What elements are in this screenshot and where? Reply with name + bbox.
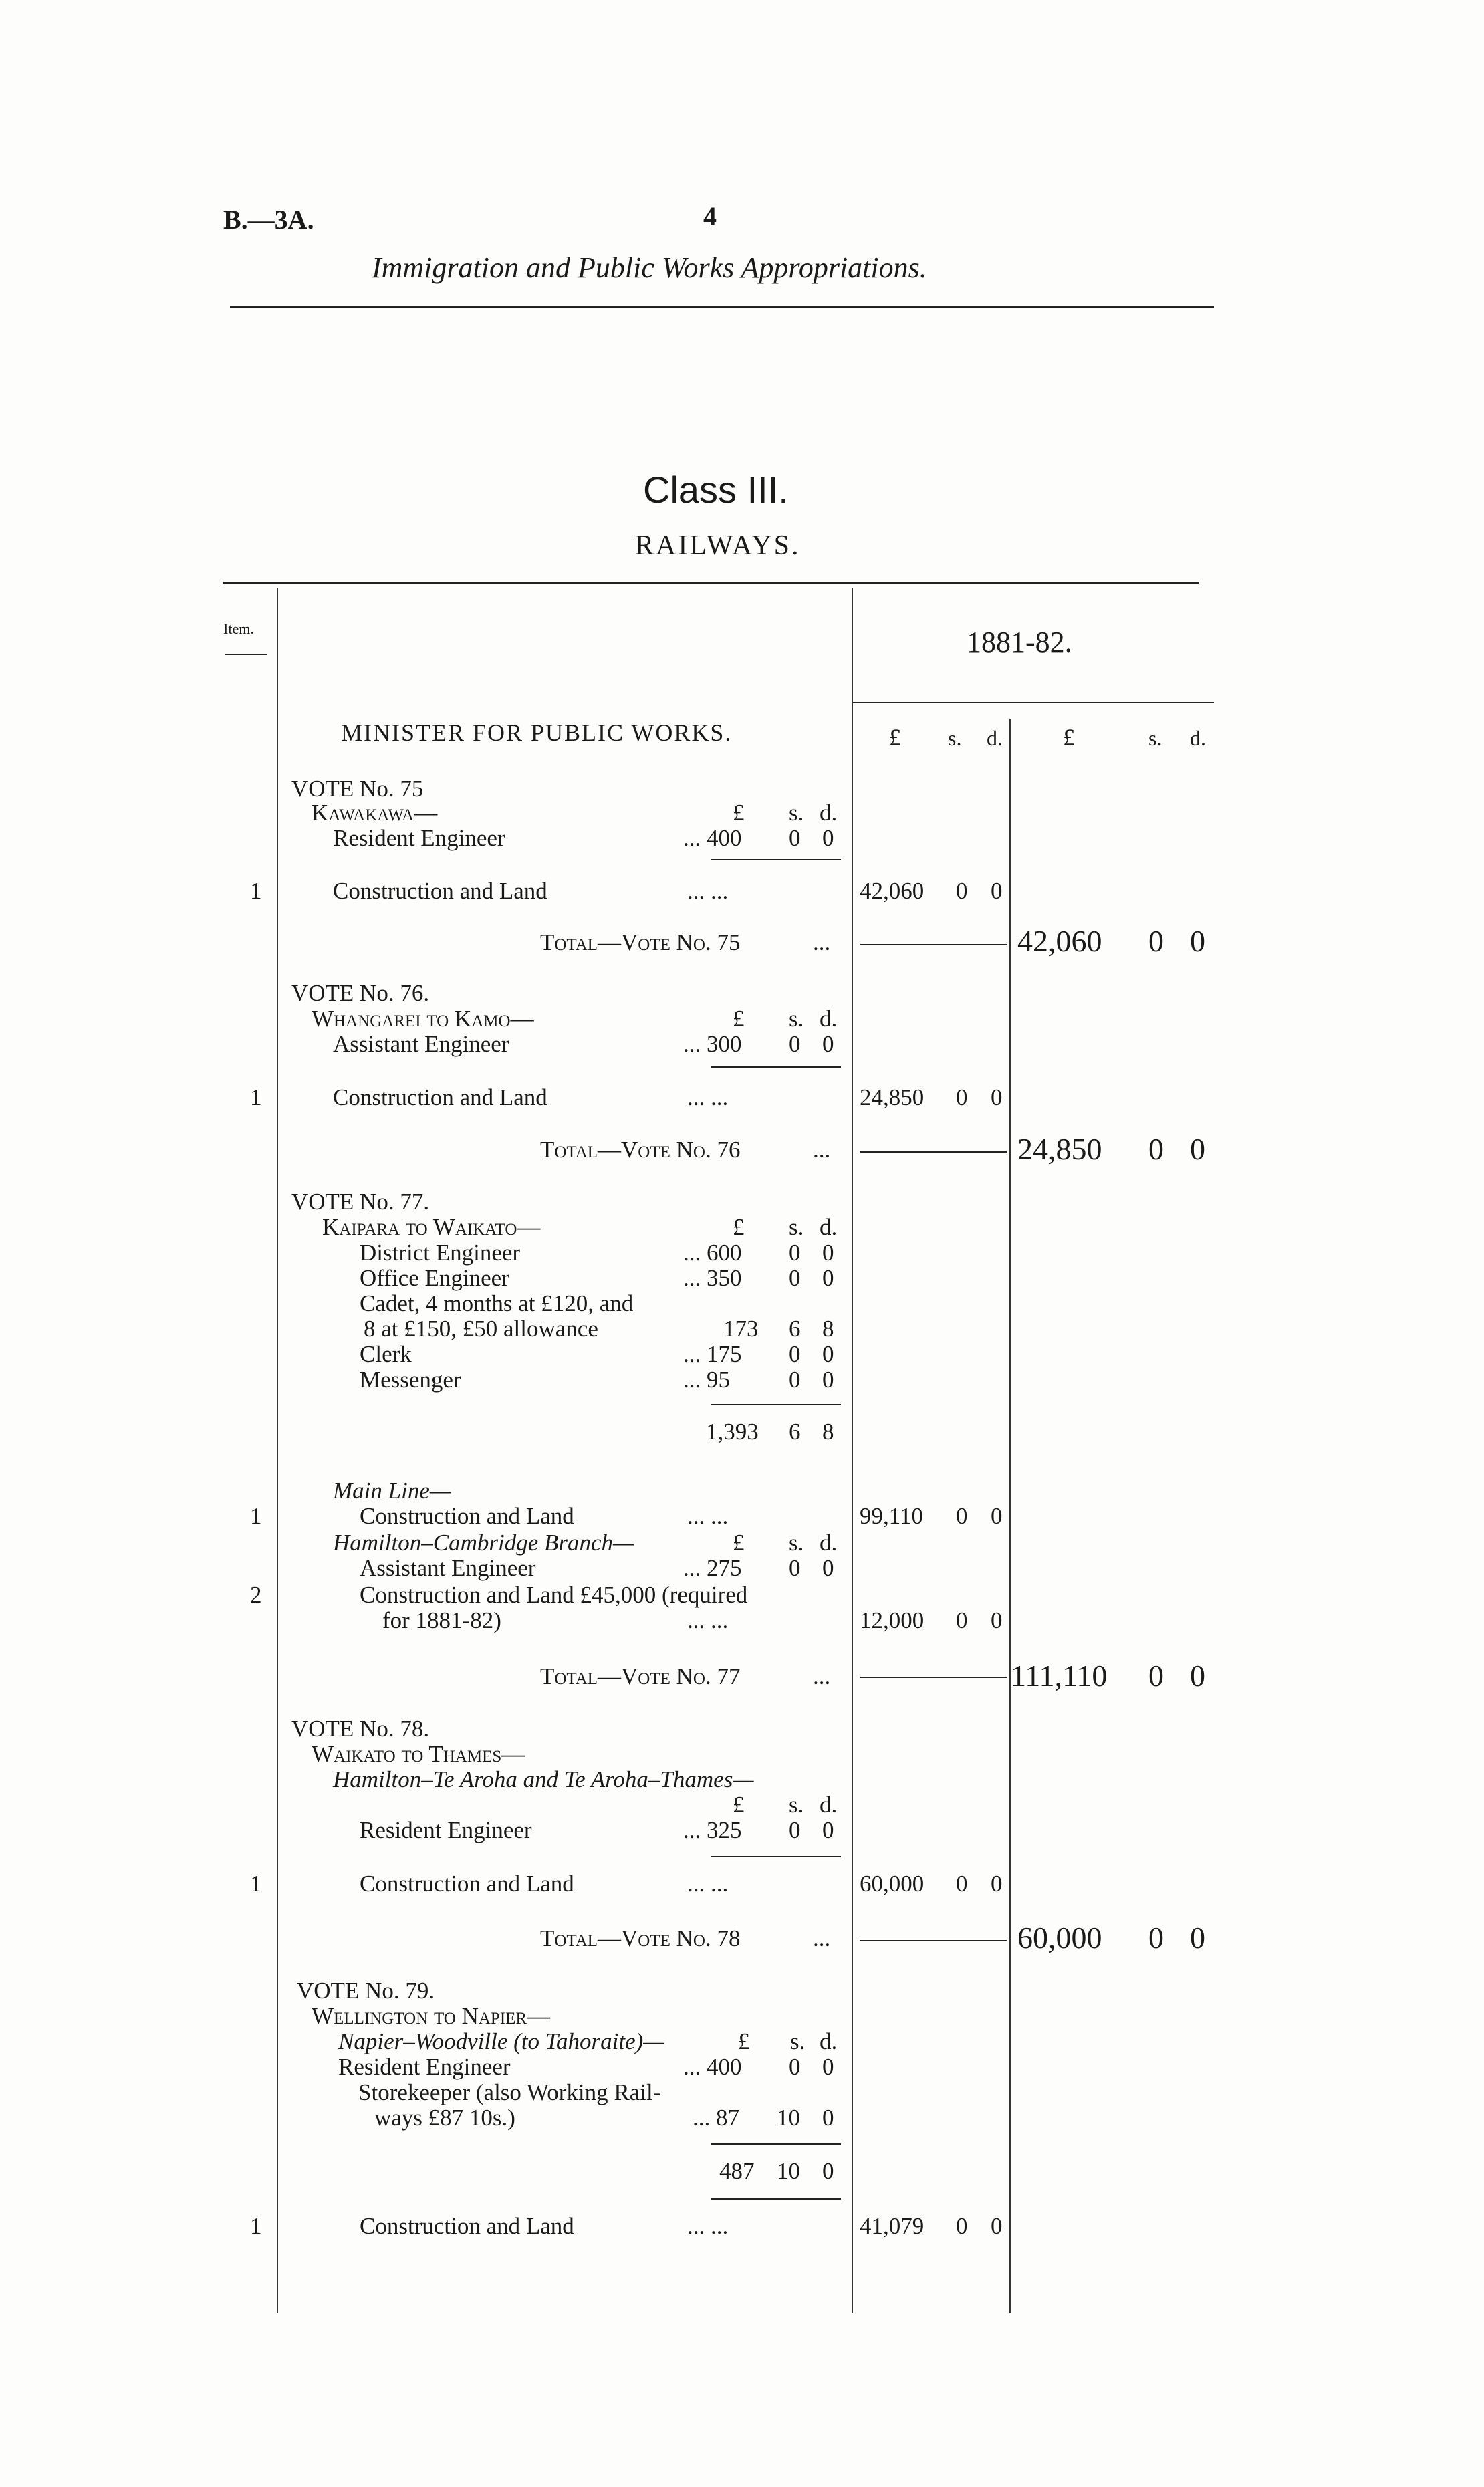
staff-rule	[711, 1404, 841, 1405]
item-pence: 0	[991, 2213, 1003, 2239]
total-dots: ...	[813, 1925, 831, 1951]
total-label: Total—Vote No. 78	[540, 1925, 741, 1951]
staff-shilling: 0	[789, 1341, 801, 1367]
item-label: Construction and Land	[360, 2213, 574, 2239]
amount-column-rule	[852, 588, 853, 2313]
staff-shilling: 0	[789, 1265, 801, 1291]
staff-rule	[711, 2143, 841, 2145]
total-shilling: 0	[1148, 924, 1164, 958]
staff-pound: ... 95	[683, 1367, 730, 1393]
total-pound: 60,000	[1017, 1921, 1102, 1955]
item-number: 1	[250, 1871, 262, 1897]
staff-pence: 8	[822, 1316, 834, 1342]
staff-total-pound: 487	[719, 2158, 755, 2184]
item-dots: ... ...	[687, 2213, 729, 2239]
sub-col-pence: d.	[820, 1530, 838, 1556]
staff-total-shilling: 6	[789, 1419, 801, 1445]
staff-pence: 0	[822, 1555, 834, 1581]
staff-rule	[711, 1856, 841, 1857]
item-column-header: Item.	[223, 620, 254, 637]
section-title: RAILWAYS.	[635, 530, 801, 561]
item-pound: 99,110	[860, 1503, 923, 1529]
staff-pence: 0	[822, 1341, 834, 1367]
item-header-rule	[225, 654, 267, 655]
total-pound: 111,110	[1011, 1659, 1108, 1693]
sub-col-shilling: s.	[789, 1792, 804, 1818]
staff-label: Assistant Engineer	[360, 1555, 536, 1581]
staff-label: Resident Engineer	[338, 2054, 511, 2080]
item-shilling: 0	[956, 2213, 968, 2239]
staff-pound: ... 325	[683, 1817, 742, 1843]
staff-pound: ... 400	[683, 825, 742, 851]
item-shilling: 0	[956, 1871, 968, 1897]
branch-heading: Hamilton–Cambridge Branch—	[333, 1530, 634, 1556]
sub-col-pound: £	[733, 1214, 745, 1240]
item-pence: 0	[991, 1607, 1003, 1633]
sub-col-pound: £	[738, 2028, 750, 2054]
total-pence: 0	[1190, 1921, 1205, 1955]
item-pence: 0	[991, 878, 1003, 904]
staff-label: District Engineer	[360, 1239, 521, 1266]
item-label: Construction and Land	[333, 1084, 547, 1110]
staff-pound: ... 175	[683, 1341, 742, 1367]
item-number: 1	[250, 2213, 262, 2239]
item-number: 1	[250, 1503, 262, 1529]
staff-total-pence: 0	[822, 2158, 834, 2184]
item-pound: 24,850	[860, 1084, 924, 1110]
vote-line-name: Whangarei to Kamo—	[312, 1005, 534, 1032]
staff-label: Resident Engineer	[333, 825, 505, 851]
year-under-rule	[853, 702, 1214, 703]
sub-col-pound: £	[733, 1530, 745, 1556]
staff-shilling: 0	[789, 1239, 801, 1266]
sub-col-shilling: s.	[790, 2028, 806, 2054]
staff-total-pence: 8	[822, 1419, 834, 1445]
staff-shilling: 0	[789, 1817, 801, 1843]
staff-label: Messenger	[360, 1367, 461, 1393]
sub-col-shilling: s.	[789, 800, 804, 826]
staff-label: 8 at £150, £50 allowance	[364, 1316, 598, 1342]
vote-heading: VOTE No. 77.	[291, 1189, 430, 1215]
item-pound: 60,000	[860, 1871, 924, 1897]
col-pound-2: £	[1063, 724, 1075, 751]
staff-rule	[711, 859, 841, 860]
item-number: 2	[250, 1582, 262, 1608]
item-column-rule	[277, 588, 278, 2313]
total-shilling: 0	[1148, 1659, 1164, 1693]
total-shilling: 0	[1148, 1921, 1164, 1955]
staff-total-shilling: 10	[777, 2158, 800, 2184]
sub-col-pence: d.	[820, 2028, 838, 2054]
sub-col-shilling: s.	[789, 1530, 804, 1556]
staff-shilling: 0	[789, 825, 801, 851]
staff-pound: ... 400	[683, 2054, 742, 2080]
sub-col-pound: £	[733, 800, 745, 826]
total-pound: 24,850	[1017, 1132, 1102, 1166]
vote-heading: VOTE No. 78.	[291, 1715, 430, 1742]
item-number: 1	[250, 1084, 262, 1110]
header-rule	[230, 306, 1214, 308]
staff-pound: ... 350	[683, 1265, 742, 1291]
sub-col-pound: £	[733, 1005, 745, 1032]
staff-label: Cadet, 4 months at £120, and	[360, 1290, 634, 1316]
item-shilling: 0	[956, 1503, 968, 1529]
total-pound: 42,060	[1017, 924, 1102, 958]
document-reference: B.—3A.	[223, 205, 314, 235]
staff-pence: 0	[822, 1817, 834, 1843]
staff-pence: 0	[822, 1031, 834, 1057]
page-number: 4	[703, 201, 717, 231]
subtotal-column-rule	[1009, 719, 1011, 2313]
item-dots: ... ...	[687, 878, 729, 904]
sub-col-pence: d.	[820, 800, 838, 826]
staff-pound: ... 300	[683, 1031, 742, 1057]
branch-heading: Napier–Woodville (to Tahoraite)—	[338, 2028, 664, 2054]
total-rule	[860, 944, 1007, 945]
staff-pound: ... 87	[693, 2105, 739, 2131]
staff-label: Clerk	[360, 1341, 412, 1367]
item-label: Construction and Land	[360, 1871, 574, 1897]
col-shilling-2: s.	[1148, 726, 1162, 750]
vote-line-name: Kaipara to Waikato—	[322, 1214, 541, 1240]
sub-col-shilling: s.	[789, 1214, 804, 1240]
staff-pound: 173	[723, 1316, 759, 1342]
item-pound: 12,000	[860, 1607, 924, 1633]
sub-col-pence: d.	[820, 1214, 838, 1240]
col-pence-1: d.	[987, 726, 1003, 750]
item-label-continued: for 1881-82)	[382, 1607, 501, 1633]
staff-pence: 0	[822, 1265, 834, 1291]
total-label: Total—Vote No. 75	[540, 929, 741, 955]
staff-label: Assistant Engineer	[333, 1031, 509, 1057]
total-dots: ...	[813, 1137, 831, 1163]
staff-total-pound: 1,393	[706, 1419, 759, 1445]
item-pence: 0	[991, 1084, 1003, 1110]
col-pence-2: d.	[1190, 726, 1206, 750]
vote-line-name: Waikato to Thames—	[312, 1741, 525, 1767]
item-shilling: 0	[956, 1607, 968, 1633]
sub-col-pence: d.	[820, 1005, 838, 1032]
total-shilling: 0	[1148, 1132, 1164, 1166]
total-pence: 0	[1190, 1659, 1205, 1693]
staff-pence: 0	[822, 1367, 834, 1393]
department-heading: MINISTER FOR PUBLIC WORKS.	[341, 719, 733, 746]
year-header: 1881-82.	[967, 626, 1072, 659]
item-label: Construction and Land £45,000 (required	[360, 1582, 748, 1608]
main-line-heading: Main Line—	[333, 1477, 451, 1504]
vote-line-name: Wellington to Napier—	[312, 2003, 551, 2029]
item-dots: ... ...	[687, 1871, 729, 1897]
staff-label: ways £87 10s.)	[374, 2105, 515, 2131]
item-pence: 0	[991, 1503, 1003, 1529]
item-label: Construction and Land	[333, 878, 547, 904]
staff-shilling: 0	[789, 1031, 801, 1057]
total-pence: 0	[1190, 924, 1205, 958]
item-pound: 41,079	[860, 2213, 924, 2239]
item-pound: 42,060	[860, 878, 924, 904]
vote-heading: VOTE No. 76.	[291, 980, 430, 1006]
item-shilling: 0	[956, 1084, 968, 1110]
total-dots: ...	[813, 929, 831, 955]
item-dots: ... ...	[687, 1084, 729, 1110]
staff-pound: ... 275	[683, 1555, 742, 1581]
staff-pound: ... 600	[683, 1239, 742, 1266]
total-label: Total—Vote No. 76	[540, 1137, 741, 1163]
item-shilling: 0	[956, 878, 968, 904]
col-pound-1: £	[889, 724, 901, 751]
vote-heading: VOTE No. 75	[291, 776, 424, 802]
staff-shilling: 0	[789, 1555, 801, 1581]
item-pence: 0	[991, 1871, 1003, 1897]
staff-shilling: 10	[777, 2105, 800, 2131]
class-title: Class III.	[643, 469, 789, 511]
staff-shilling: 0	[789, 2054, 801, 2080]
total-dots: ...	[813, 1663, 831, 1689]
staff-shilling: 6	[789, 1316, 801, 1342]
item-number: 1	[250, 878, 262, 904]
col-shilling-1: s.	[948, 726, 962, 750]
sub-col-pound: £	[733, 1792, 745, 1818]
staff-pence: 0	[822, 2054, 834, 2080]
staff-pence: 0	[822, 825, 834, 851]
staff-shilling: 0	[789, 1367, 801, 1393]
vote-heading: VOTE No. 79.	[297, 1978, 435, 2004]
sub-col-pence: d.	[820, 1792, 838, 1818]
item-label: Construction and Land	[360, 1503, 574, 1529]
staff-rule	[711, 1066, 841, 1068]
item-dots: ... ...	[687, 1503, 729, 1529]
staff-label: Office Engineer	[360, 1265, 509, 1291]
table-top-rule	[223, 582, 1199, 584]
staff-label: Storekeeper (also Working Rail-	[358, 2079, 661, 2105]
total-rule	[860, 1151, 1007, 1153]
staff-pence: 0	[822, 1239, 834, 1266]
total-rule	[860, 1940, 1007, 1941]
total-rule	[860, 1677, 1007, 1678]
sub-col-shilling: s.	[789, 1005, 804, 1032]
vote-line-name: Kawakawa—	[312, 800, 438, 826]
item-dots: ... ...	[687, 1607, 729, 1633]
staff-label: Resident Engineer	[360, 1817, 532, 1843]
staff-pence: 0	[822, 2105, 834, 2131]
staff-rule	[711, 2198, 841, 2200]
total-label: Total—Vote No. 77	[540, 1663, 741, 1689]
page-header-title: Immigration and Public Works Appropriations.	[372, 251, 927, 284]
total-pence: 0	[1190, 1132, 1205, 1166]
branch-heading: Hamilton–Te Aroha and Te Aroha–Thames—	[333, 1766, 754, 1792]
